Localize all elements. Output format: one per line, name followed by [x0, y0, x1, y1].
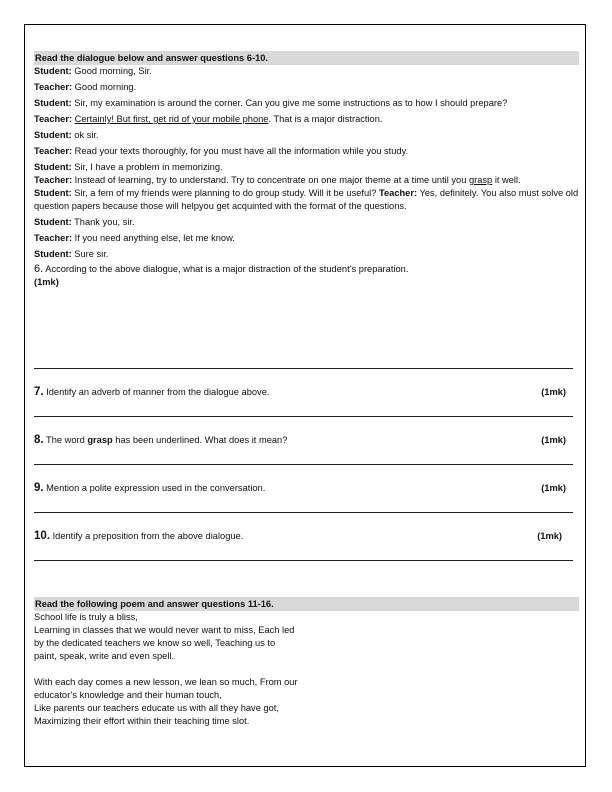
speaker-label: Teacher:	[34, 114, 73, 124]
answer-line-7[interactable]	[34, 416, 573, 417]
poem-stanza-2	[34, 676, 579, 728]
dialogue-text: Sir, I have a problem in memorizing.	[71, 162, 223, 172]
question-8	[34, 434, 566, 446]
poem-line: School life is truly a bliss,	[34, 612, 138, 622]
question-text: According to the above dialogue, what is a major distraction of the student’s preparation.	[43, 264, 409, 274]
question-text: Identify an adverb of manner from the dialogue above.	[43, 387, 270, 397]
question-7	[34, 386, 566, 398]
dialogue-text: Instead of learning, try to understand. Try to concentrate on one major theme at a time until you	[72, 175, 469, 185]
dialogue-line	[34, 145, 579, 158]
dialogue-section-header: Read the dialogue below and answer questions 6-10.	[34, 51, 579, 65]
dialogue-line	[34, 65, 579, 78]
dialogue-text: Thank you, sir.	[71, 217, 135, 227]
dialogue-line	[34, 81, 579, 94]
poem-line: Like parents our teachers educate us with all they have got,	[34, 703, 279, 713]
dialogue-text: Read your texts thoroughly, for you must have all the information while you study.	[72, 146, 409, 156]
poem-line: With each day comes a new lesson, we lean so much, From our	[34, 677, 298, 687]
dialogue-text: it well.	[492, 175, 521, 185]
poem-line: educator’s knowledge and their human touch,	[34, 690, 222, 700]
question-text: Identify a preposition from the above dialogue.	[50, 531, 244, 541]
dialogue-line	[34, 113, 579, 126]
question-number: 9.	[34, 482, 44, 494]
question-text: Mention a polite expression used in the conversation.	[43, 483, 266, 493]
dialogue-line	[34, 174, 579, 187]
dialogue-line	[34, 129, 579, 142]
question-marks: (1mk)	[34, 277, 59, 287]
question-number: 10.	[34, 530, 50, 542]
question-number: 8.	[34, 434, 44, 446]
speaker-label: Student:	[34, 249, 72, 259]
underlined-word-grasp: grasp	[468, 175, 493, 185]
dialogue-line	[34, 216, 579, 229]
speaker-label: Student:	[34, 66, 72, 76]
question-9	[34, 482, 566, 494]
speaker-label: Student:	[34, 188, 72, 198]
dialogue-section	[34, 51, 579, 289]
question-marks: (1mk)	[541, 483, 566, 493]
poem-line: paint, speak, write and even spell.	[34, 651, 175, 661]
answer-line-6[interactable]	[34, 368, 573, 369]
speaker-label: Teacher:	[34, 233, 73, 243]
speaker-label: Teacher:	[34, 146, 73, 156]
poem-section-header: Read the following poem and answer questions 11-16.	[34, 597, 579, 611]
question-number: 6.	[34, 263, 44, 275]
dialogue-text: Yes, definitely. You also must solve old question papers because those will helpyou get acquinted with the format of the questions.	[34, 188, 579, 211]
dialogue-line	[34, 97, 579, 110]
speaker-label: Student:	[34, 130, 72, 140]
dialogue-text: Good morning, Sir.	[71, 66, 152, 76]
answer-line-10[interactable]	[34, 560, 573, 561]
answer-line-9[interactable]	[34, 512, 573, 513]
question-number: 7.	[34, 386, 44, 398]
speaker-label: Student:	[34, 162, 72, 172]
poem-line: Maximizing their effort within their teaching time slot.	[34, 716, 250, 726]
dialogue-line	[34, 248, 579, 261]
question-marks: (1mk)	[541, 387, 566, 397]
question-10	[34, 530, 562, 542]
speaker-label: Student:	[34, 98, 72, 108]
question-marks: (1mk)	[537, 531, 562, 541]
question-text: has been underlined. What does it mean?	[112, 435, 288, 445]
poem-line: by the dedicated teachers we know so well, Teaching us to	[34, 638, 276, 648]
speaker-label: Teacher:	[34, 175, 73, 185]
dialogue-line	[34, 232, 579, 245]
question-6	[34, 263, 579, 289]
poem-line: Learning in classes that we would never want to miss, Each led	[34, 625, 295, 635]
dialogue-text: Sir, a fem of my friends were planning to do group study. Will it be useful?	[71, 188, 379, 198]
dialogue-line	[34, 161, 579, 174]
bold-word-grasp: grasp	[87, 435, 113, 445]
dialogue-text: Sir, my examination is around the corner. Can you give me some instructions as to how I should prepare?	[71, 98, 508, 108]
poem-stanza-1	[34, 611, 579, 663]
question-marks: (1mk)	[541, 435, 566, 445]
dialogue-text: . That is a major distraction.	[268, 114, 383, 124]
question-text: The word	[43, 435, 88, 445]
dialogue-text: Sure sir.	[71, 249, 109, 259]
dialogue-line	[34, 187, 579, 213]
speaker-label: Teacher:	[379, 188, 418, 198]
underlined-phrase: Certainly! But first, get rid of your mobile phone	[74, 114, 269, 124]
speaker-label: Teacher:	[34, 82, 73, 92]
dialogue-text: Good morning.	[72, 82, 137, 92]
answer-line-8[interactable]	[34, 464, 573, 465]
speaker-label: Student:	[34, 217, 72, 227]
dialogue-text: ok sir.	[71, 130, 99, 140]
poem-section	[34, 597, 579, 728]
dialogue-text: If you need anything else, let me know.	[72, 233, 235, 243]
